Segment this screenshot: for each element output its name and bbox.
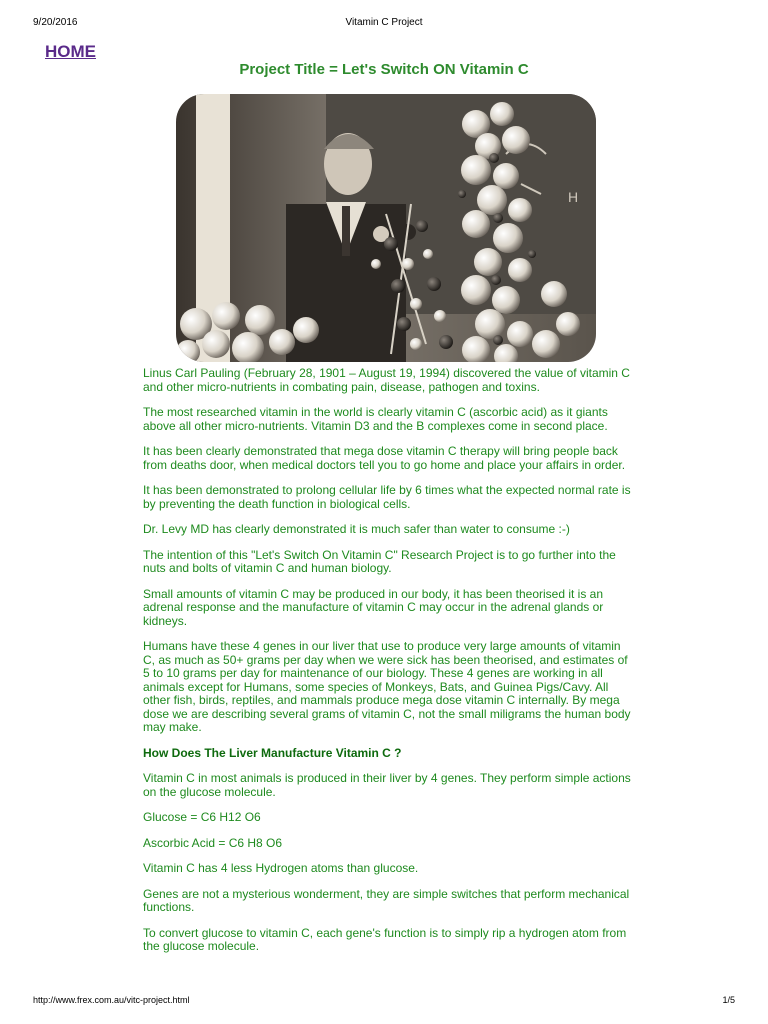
print-page-number: 1/5 (722, 995, 735, 1005)
linus-pauling-photo (176, 94, 596, 362)
page-title: Project Title = Let's Switch ON Vitamin C (239, 61, 529, 78)
paragraph: Small amounts of vitamin C may be produced in our body, it has been theorised it is an adrenal response and the manufacture of vitamin C may occur in the adrenal glands or kidneys. (143, 586, 604, 628)
article-body (143, 367, 633, 966)
paragraph: Genes are not a mysterious wonderment, they are simple switches that perform mechanical functions. (143, 886, 630, 914)
board-letter: H (568, 189, 579, 205)
paragraph: Linus Carl Pauling (February 28, 1901 – August 19, 1994) discovered the value of vitamin C and other micro-nutrients in combating pain, disease, pathogen and toxins. (143, 366, 630, 394)
photo-illustration (176, 94, 596, 362)
formula-glucose: Glucose = C6 H12 O6 (143, 810, 261, 824)
paragraph: Dr. Levy MD has clearly demonstrated it is much safer than water to consume :-) (143, 522, 570, 536)
paragraph: Vitamin C has 4 less Hydrogen atoms than glucose. (143, 861, 419, 875)
print-header-title: Vitamin C Project (345, 17, 423, 28)
home-link[interactable]: HOME (45, 42, 96, 61)
paragraph: It has been demonstrated to prolong cellular life by 6 times what the expected normal rate is by preventing the death function in biological cells. (143, 483, 631, 511)
print-date: 9/20/2016 (33, 17, 78, 28)
paragraph: The intention of this "Let's Switch On Vitamin C" Research Project is to go further into the nuts and bolts of vitamin C and human biology. (143, 547, 616, 575)
formula-ascorbic-acid: Ascorbic Acid = C6 H8 O6 (143, 835, 283, 850)
paragraph: Vitamin C in most animals is produced in their liver by 4 genes. They perform simple actions on the glucose molecule. (143, 771, 631, 799)
paragraph: It has been clearly demonstrated that mega dose vitamin C therapy will bring people back from deaths door, when medical doctors tell you to go home and place your affairs in order. (143, 444, 626, 472)
paragraph: Humans have these 4 genes in our liver that use to produce very large amounts of vitamin C, as much as 50+ grams per day when we were sick has been theorised, and estimates of 5 to 10 grams per day for maintenance of our biology. These 4 genes are working in all animals except for Humans, some species of Monkeys, Bats, and Guinea Pigs/Cavy. All other fish, birds, reptiles, and mammals produce mega dose vitamin C internally. By mega dose we are describing several grams of vitamin C, not the small miligrams the human body may make. (143, 639, 631, 734)
print-footer-url: http://www.frex.com.au/vitc-project.html (33, 995, 190, 1005)
section-heading: How Does The Liver Manufacture Vitamin C ? (143, 745, 402, 760)
paragraph: To convert glucose to vitamin C, each gene's function is to simply rip a hydrogen atom from the glucose molecule. (143, 925, 627, 953)
paragraph: The most researched vitamin in the world is clearly vitamin C (ascorbic acid) as it giants above all other micro-nutrients. Vitamin D3 and the B complexes come in second place. (143, 405, 608, 433)
